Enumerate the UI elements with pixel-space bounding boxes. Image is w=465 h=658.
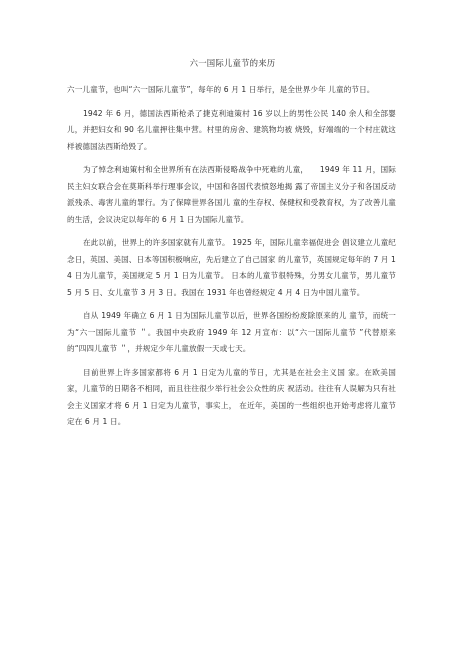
paragraph-unified-holiday: 自从 1949 年确立 6 月 1 日为国际儿童节以后，世界各国纷纷废除原来的儿 童节，而统一为“六一国际儿童节 ＂。我国中央政府 1949 年 12 月宣布：以“六一国际儿童节 ”代替原来的“四四儿童节 ＂，并规定少年儿童放假一天或七天。 xyxy=(67,311,396,353)
document-body xyxy=(67,82,396,438)
paragraph-earlier-childrens-days: 在此以前，世界上的许多国家就有儿童节。 1925 年，国际儿童幸福促进会 倡议建立儿童纪念日，英国、美国、日本等国积极响应，先后建立了自己国家 的儿童节，英国规定每年的 7 月 14 日为儿童节，美国规定 5 月 1 日为儿童节。 日本的儿童节很特殊，分男女儿童节，男儿童节 5 月 5 日、女儿童节 3 月 3 日。我国在 1931 年也曾经规定 4 月 4 日为中国儿童节。 xyxy=(67,238,396,297)
document-title: 六一国际儿童节的来历 xyxy=(189,58,276,68)
paragraph-intro: 六一儿童节，也叫“六一国际儿童节”，每年的 6 月 1 日举行，是全世界少年 儿童的节日。 xyxy=(67,85,375,94)
paragraph-current-practice: 目前世界上许多国家都将 6 月 1 日定为儿童的节日，尤其是在社会主义国 家。在欧美国家，儿童节的日期各不相同，而且往往很少举行社会公众性的庆 祝活动。往往有人误解为只有社会主义国家才将 6 月 1 日定为儿童节，事实上， 在近年，美国的一些组织也开始考虑将儿童节定在 6 月 1 日。 xyxy=(67,367,396,426)
paragraph-lidice-massacre: 1942 年 6 月，德国法西斯枪杀了捷克利迪策村 16 岁以上的男性公民 140 余人和全部婴儿，并把妇女和 90 名儿童押往集中营。村里的房舍、建筑物均被 烧毁，好端端的一个村庄就这样被德国法西斯给毁了。 xyxy=(67,108,396,151)
paragraph-1949-council: 为了悼念利迪策村和全世界所有在法西斯侵略战争中死难的儿童， 1949 年 11 月，国际民主妇女联合会在莫斯科举行理事会议，中国和各国代表愤怒地揭 露了帝国主义分子和各国反动派残杀、毒害儿童的罪行。为了保障世界各国儿 童的生存权、保健权和受教育权，为了改善儿童的生活，会议决定以每年的 6 月 1 日为国际儿童节。 xyxy=(67,165,396,224)
